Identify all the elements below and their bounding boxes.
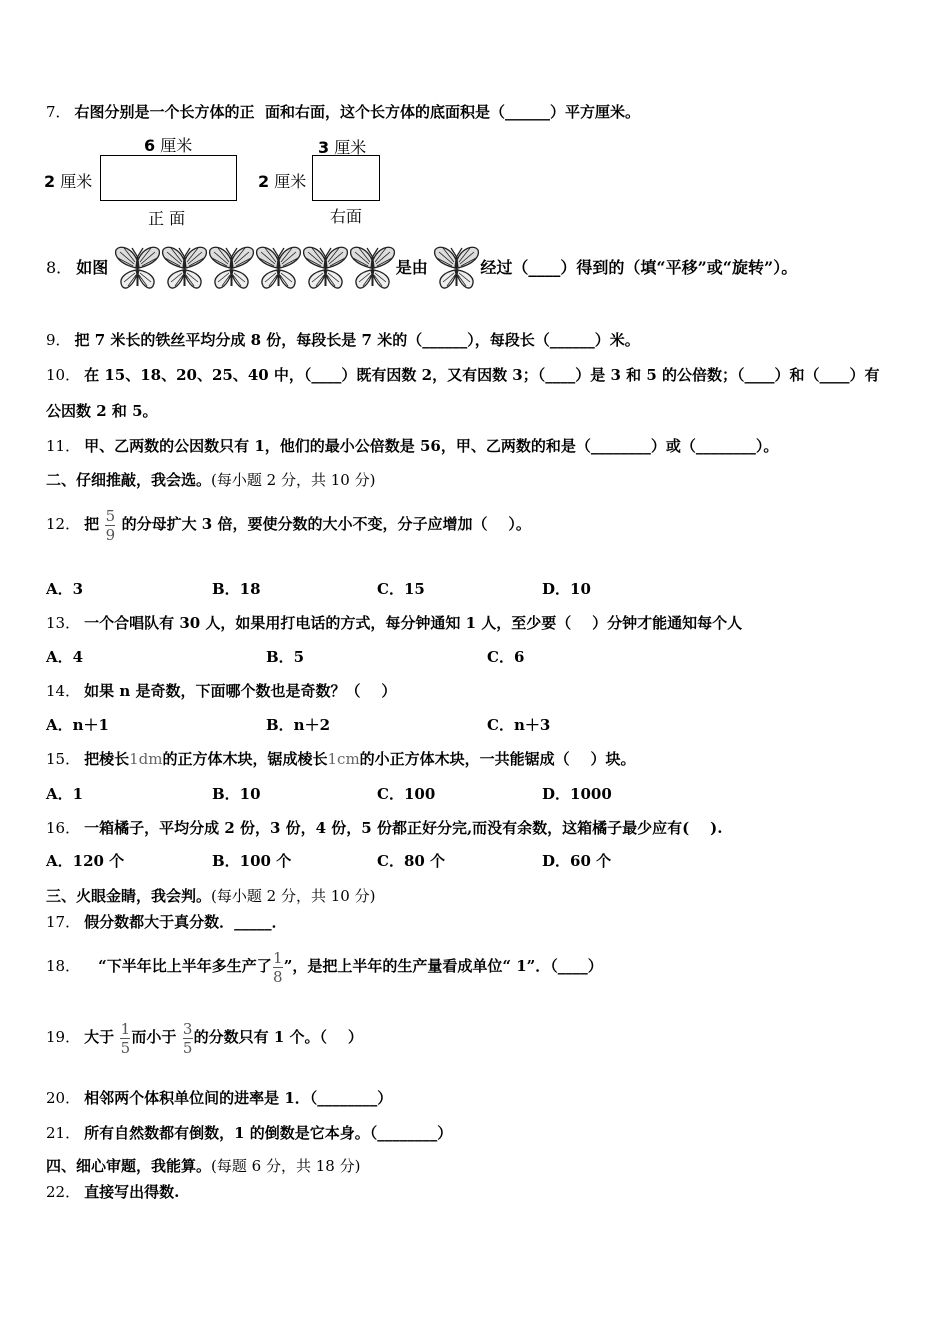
option-b[interactable]: B．n＋2 — [266, 716, 331, 734]
question-text: 假分数都大于真分数．_____． — [84, 913, 287, 931]
question-text-mid: 的正方体木块，锯成棱长 — [162, 750, 328, 768]
option-d[interactable]: D．1000 — [542, 785, 612, 803]
question-8 — [46, 242, 910, 294]
butterfly-single — [433, 258, 480, 277]
numerator: 3 — [182, 1019, 193, 1038]
right-top-label: 3 厘米 — [318, 138, 367, 157]
section-note: (每小题 2 分，共 10 分) — [211, 471, 376, 489]
question-18 — [46, 942, 910, 990]
question-11 — [46, 436, 910, 456]
question-text-pre: “下半年比上半年多生产了 — [98, 957, 272, 975]
butterfly-icon — [433, 244, 480, 294]
fraction-5-9 — [104, 507, 116, 544]
question-text: 把 7 米长的铁丝平均分成 8 份，每段长是 7 米的（______），每段长（______）米。 — [74, 331, 640, 349]
question-text-pre: 大于 — [84, 1028, 115, 1046]
question-7 — [46, 102, 910, 122]
question-number: 16． — [46, 819, 81, 837]
question-14 — [46, 681, 910, 701]
option-b[interactable]: B．100 个 — [212, 852, 292, 870]
question-text: 在 15、18、20、25、40 中，（____）既有因数 2，又有因数 3；（____）是 3 和 5 的公倍数；（____）和（____）有 — [84, 366, 880, 384]
option-b[interactable]: B．5 — [266, 648, 305, 666]
question-10-line2 — [46, 401, 910, 421]
question-10 — [46, 365, 910, 385]
question-text: 右图分别是一个长方体的正 面和右面，这个长方体的底面积是（______）平方厘米。 — [74, 103, 640, 121]
question-number: 19． — [46, 1028, 81, 1046]
option-c[interactable]: C．100 — [377, 785, 436, 803]
question-number: 12． — [46, 515, 81, 533]
question-number: 7． — [46, 103, 71, 121]
option-b[interactable]: B．18 — [212, 580, 261, 598]
question-17 — [46, 912, 910, 932]
question-text-pre: 如图 — [76, 258, 109, 277]
question-text: 如果 n 是奇数，下面哪个数也是奇数？（ ） — [84, 682, 397, 700]
question-13 — [46, 613, 910, 633]
front-rectangle — [100, 155, 237, 201]
section-4-heading — [46, 1156, 910, 1176]
unit-1dm: 1dm — [129, 750, 163, 768]
denominator: 8 — [272, 967, 283, 986]
question-number: 10． — [46, 366, 81, 384]
butterfly-icon — [161, 244, 208, 294]
option-a[interactable]: A．3 — [46, 580, 84, 598]
right-square — [312, 155, 380, 201]
fraction-1-8 — [272, 949, 284, 986]
question-text-post: 经过（____）得到的（填“平移”或“旋转”）。 — [480, 258, 798, 277]
option-a[interactable]: A．n＋1 — [46, 716, 109, 734]
front-left-label: 2 厘米 — [44, 172, 93, 191]
option-c[interactable]: C．6 — [487, 648, 525, 666]
section-title: 四、细心审题，我能算。 — [46, 1157, 212, 1175]
section-3-heading — [46, 886, 910, 906]
butterfly-icon — [114, 244, 161, 294]
question-9 — [46, 330, 910, 350]
question-text: 所有自然数都有倒数，1 的倒数是它本身。（________） — [84, 1124, 453, 1142]
option-c[interactable]: C．n＋3 — [487, 716, 551, 734]
option-a[interactable]: A．120 个 — [46, 852, 125, 870]
numerator: 5 — [105, 506, 116, 525]
question-number: 11． — [46, 437, 81, 455]
question-number: 14． — [46, 682, 81, 700]
question-text: 甲、乙两数的公因数只有 1，他们的最小公倍数是 56，甲、乙两数的和是（________）或（________）。 — [84, 437, 779, 455]
section-title: 二、仔细推敲，我会选。 — [46, 471, 212, 489]
option-c[interactable]: C．80 个 — [377, 852, 446, 870]
question-text: 相邻两个体积单位间的进率是 1．（________） — [84, 1089, 393, 1107]
question-text-pre: 把棱长 — [84, 750, 130, 768]
numerator: 1 — [120, 1019, 131, 1038]
question-number: 8． — [46, 258, 73, 277]
question-number: 15． — [46, 750, 81, 768]
question-text: 公因数 2 和 5。 — [46, 402, 158, 420]
fraction-3-5 — [182, 1020, 194, 1057]
question-12 — [46, 500, 910, 548]
section-note: (每题 6 分，共 18 分) — [211, 1157, 361, 1175]
butterfly-icon — [255, 244, 302, 294]
section-2-heading — [46, 470, 910, 490]
denominator: 5 — [120, 1038, 131, 1057]
fraction-1-5 — [119, 1020, 131, 1057]
question-text: 一箱橘子，平均分成 2 份，3 份，4 份，5 份都正好分完,而没有余数，这箱橘子最少应有( ). — [84, 819, 723, 837]
butterfly-icon — [349, 244, 396, 294]
right-left-label: 2 厘米 — [258, 172, 307, 191]
question-text: 一个合唱队有 30 人，如果用打电话的方式，每分钟通知 1 人，至少要（ ）分钟才能通知每个人 — [84, 614, 743, 632]
question-15 — [46, 749, 910, 769]
option-a[interactable]: A．4 — [46, 648, 84, 666]
option-d[interactable]: D．10 — [542, 580, 591, 598]
question-number: 21． — [46, 1124, 81, 1142]
question-text-post: 的小正方体木块，一共能锯成（ ）块。 — [359, 750, 636, 768]
question-number: 13． — [46, 614, 81, 632]
question-text: 直接写出得数. — [84, 1183, 180, 1201]
numerator: 1 — [272, 948, 283, 967]
unit-1cm: 1cm — [327, 750, 360, 768]
option-d[interactable]: D．60 个 — [542, 852, 612, 870]
option-c[interactable]: C．15 — [377, 580, 425, 598]
question-19 — [46, 1005, 910, 1069]
front-top-label: 6 厘米 — [144, 136, 193, 155]
question-16 — [46, 818, 910, 838]
question-number: 9． — [46, 331, 71, 349]
question-number: 17． — [46, 913, 81, 931]
butterfly-icon — [208, 244, 255, 294]
question-20 — [46, 1088, 910, 1108]
butterfly-icon — [302, 244, 349, 294]
question-22 — [46, 1182, 910, 1202]
question-number: 20． — [46, 1089, 81, 1107]
front-caption: 正 面 — [148, 209, 186, 228]
denominator: 5 — [182, 1038, 193, 1057]
right-caption: 右面 — [330, 207, 363, 226]
question-text-pre: 把 — [84, 515, 100, 533]
section-note: (每小题 2 分，共 10 分) — [211, 887, 376, 905]
question-text-post: 的分数只有 1 个。（ ） — [193, 1028, 363, 1046]
butterfly-row — [114, 258, 396, 277]
question-text-mid: 而小于 — [131, 1028, 177, 1046]
front-face-figure — [40, 130, 240, 230]
denominator: 9 — [105, 525, 116, 544]
option-a[interactable]: A．1 — [46, 785, 84, 803]
question-number: 22． — [46, 1183, 81, 1201]
question-number: 18． — [46, 957, 81, 975]
question-21 — [46, 1123, 910, 1143]
right-face-figure — [256, 130, 396, 230]
question-text-mid: 是由 — [395, 258, 428, 277]
question-text-post: 的分母扩大 3 倍，要使分数的大小不变，分子应增加（ ）。 — [121, 515, 531, 533]
option-b[interactable]: B．10 — [212, 785, 261, 803]
section-title: 三、火眼金睛，我会判。 — [46, 887, 212, 905]
question-text-post: ”，是把上半年的生产量看成单位“ 1”．（____） — [283, 957, 603, 975]
